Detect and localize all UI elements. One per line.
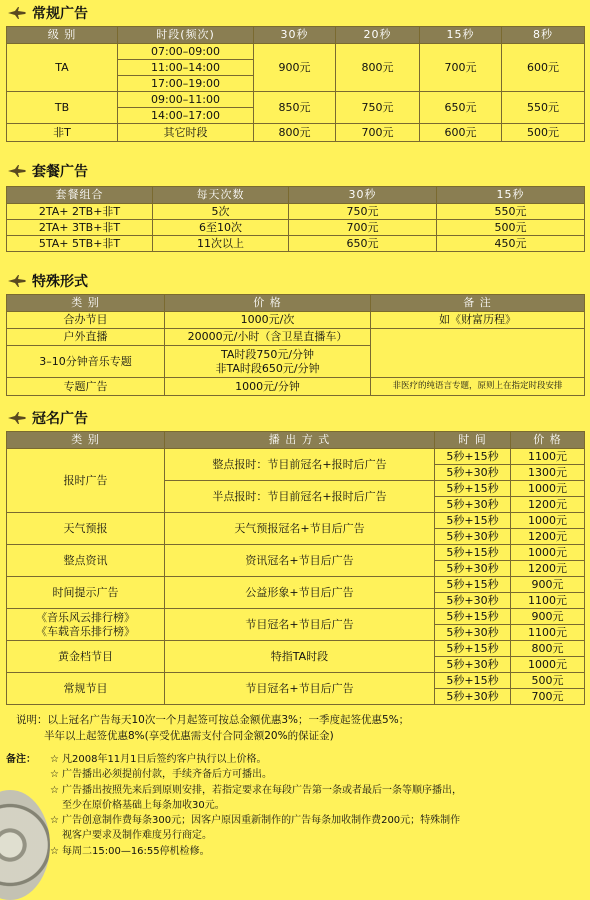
table-row bbox=[7, 44, 585, 60]
price-cell: 750元 bbox=[336, 92, 420, 124]
remark-item: ☆ 每周二15:00—16:55停机检修。 bbox=[50, 844, 566, 859]
price-cell: 550元 bbox=[437, 204, 585, 220]
time-cell: 5秒+30秒 bbox=[435, 465, 511, 481]
table-row bbox=[7, 513, 585, 529]
combo-cell: 5TA+ 5TB+非T bbox=[7, 236, 153, 252]
price-line: TA时段750元/分钟 bbox=[220, 347, 315, 361]
remark-item: ☆ 广告播出必须提前付款，手续齐备后方可播出。 bbox=[50, 767, 566, 782]
star-icon: ☆ bbox=[50, 769, 59, 781]
price-cell: 800元 bbox=[336, 44, 420, 92]
time-cell: 5秒+15秒 bbox=[435, 481, 511, 497]
remarks-block bbox=[6, 752, 566, 859]
header-cell: 播 出 方 式 bbox=[165, 432, 435, 449]
header-cell: 30秒 bbox=[254, 27, 336, 44]
table-header-row bbox=[7, 295, 585, 312]
header-cell: 30秒 bbox=[289, 187, 437, 204]
price-cell: 800元 bbox=[511, 641, 585, 657]
time-cell: 5秒+15秒 bbox=[435, 513, 511, 529]
price-cell: 500元 bbox=[437, 220, 585, 236]
time-cell: 5秒+30秒 bbox=[435, 689, 511, 705]
star-icon: ☆ bbox=[50, 754, 59, 765]
type-cell: 整点资讯 bbox=[7, 545, 165, 577]
note-cell: 非医疗的纯语言专题，原则上在指定时段安排 bbox=[371, 378, 585, 396]
price-cell: 450元 bbox=[437, 236, 585, 252]
plane-icon bbox=[8, 412, 26, 424]
time-cell: 14:00–17:00 bbox=[118, 108, 254, 124]
table-row bbox=[7, 236, 585, 252]
header-cell: 价 格 bbox=[511, 432, 585, 449]
time-cell: 5秒+15秒 bbox=[435, 609, 511, 625]
price-cell: 700元 bbox=[289, 220, 437, 236]
time-cell: 5秒+30秒 bbox=[435, 561, 511, 577]
section-title-package-ads: 套餐广告 bbox=[8, 160, 88, 182]
note-cell bbox=[371, 329, 585, 378]
discount-note-line-1: 说明：以上冠名广告每天10次一个月起签可按总金额优惠3%；一季度起签优惠5%； bbox=[16, 714, 410, 726]
time-cell: 07:00–09:00 bbox=[118, 44, 254, 60]
type-cell: 合办节目 bbox=[7, 312, 165, 329]
section-title-special-forms: 特殊形式 bbox=[8, 270, 88, 292]
price-cell: 550元 bbox=[502, 92, 585, 124]
price-cell: 1300元 bbox=[511, 465, 585, 481]
price-cell: 20000元/小时（含卫星直播车） bbox=[165, 329, 371, 346]
price-cell: 650元 bbox=[289, 236, 437, 252]
header-cell: 套餐组合 bbox=[7, 187, 153, 204]
method-cell: 节目冠名+节目后广告 bbox=[165, 673, 435, 705]
time-cell: 5秒+30秒 bbox=[435, 497, 511, 513]
time-cell: 其它时段 bbox=[118, 124, 254, 142]
type-cell: 黄金档节目 bbox=[7, 641, 165, 673]
header-cell: 级 别 bbox=[7, 27, 118, 44]
section-title-regular-ads: 常规广告 bbox=[8, 2, 88, 24]
price-cell: 1000元 bbox=[511, 481, 585, 497]
time-cell: 5秒+15秒 bbox=[435, 673, 511, 689]
level-cell: TB bbox=[7, 92, 118, 124]
method-cell: 资讯冠名+节目后广告 bbox=[165, 545, 435, 577]
header-cell: 时 间 bbox=[435, 432, 511, 449]
time-cell: 11:00–14:00 bbox=[118, 60, 254, 76]
table-row bbox=[7, 673, 585, 689]
method-cell: 整点报时：节目前冠名+报时后广告 bbox=[165, 449, 435, 481]
type-cell: 3–10分钟音乐专题 bbox=[7, 346, 165, 378]
price-cell: 1100元 bbox=[511, 449, 585, 465]
combo-cell: 2TA+ 2TB+非T bbox=[7, 204, 153, 220]
special-forms-table bbox=[6, 294, 585, 396]
type-cell: 户外直播 bbox=[7, 329, 165, 346]
section-title-title-sponsorship: 冠名广告 bbox=[8, 407, 88, 429]
table-row bbox=[7, 329, 585, 346]
type-cell bbox=[7, 609, 165, 641]
header-cell: 20秒 bbox=[336, 27, 420, 44]
price-cell: 1100元 bbox=[511, 593, 585, 609]
method-cell: 公益形象+节目后广告 bbox=[165, 577, 435, 609]
time-cell: 5秒+15秒 bbox=[435, 449, 511, 465]
table-row bbox=[7, 577, 585, 593]
time-cell: 5秒+30秒 bbox=[435, 657, 511, 673]
method-cell: 节目冠名+节目后广告 bbox=[165, 609, 435, 641]
price-cell: 700元 bbox=[336, 124, 420, 142]
price-cell: 1000元/分钟 bbox=[165, 378, 371, 396]
table-row bbox=[7, 312, 585, 329]
discount-note-line-2: 半年以上起签优惠8%(享受优惠需支付合同金额20%的保证金) bbox=[44, 730, 334, 742]
method-cell: 天气预报冠名+节目后广告 bbox=[165, 513, 435, 545]
price-cell bbox=[165, 346, 371, 378]
price-cell: 700元 bbox=[420, 44, 502, 92]
price-cell: 650元 bbox=[420, 92, 502, 124]
header-cell: 8秒 bbox=[502, 27, 585, 44]
header-cell: 15秒 bbox=[437, 187, 585, 204]
time-cell: 5秒+30秒 bbox=[435, 529, 511, 545]
table-row bbox=[7, 545, 585, 561]
price-cell: 750元 bbox=[289, 204, 437, 220]
table-header-row bbox=[7, 432, 585, 449]
price-cell: 900元 bbox=[511, 609, 585, 625]
type-cell: 时间提示广告 bbox=[7, 577, 165, 609]
price-cell: 500元 bbox=[511, 673, 585, 689]
header-cell: 备 注 bbox=[371, 295, 585, 312]
price-cell: 600元 bbox=[420, 124, 502, 142]
time-cell: 5秒+15秒 bbox=[435, 641, 511, 657]
level-cell: 非T bbox=[7, 124, 118, 142]
time-cell: 17:00–19:00 bbox=[118, 76, 254, 92]
header-cell: 类 别 bbox=[7, 432, 165, 449]
price-cell: 800元 bbox=[254, 124, 336, 142]
price-cell: 600元 bbox=[502, 44, 585, 92]
table-row bbox=[7, 641, 585, 657]
price-cell: 500元 bbox=[502, 124, 585, 142]
type-line: 《车载音乐排行榜》 bbox=[36, 624, 135, 638]
header-cell: 15秒 bbox=[420, 27, 502, 44]
price-line: 非TA时段650元/分钟 bbox=[215, 361, 320, 375]
table-header-row bbox=[7, 187, 585, 204]
header-cell: 类 别 bbox=[7, 295, 165, 312]
star-icon: ☆ bbox=[50, 784, 59, 796]
header-cell: 时段(频次) bbox=[118, 27, 254, 44]
table-row bbox=[7, 378, 585, 396]
price-cell: 1200元 bbox=[511, 561, 585, 577]
note-cell: 如《财富历程》 bbox=[371, 312, 585, 329]
time-cell: 5秒+15秒 bbox=[435, 577, 511, 593]
plane-icon bbox=[8, 275, 26, 287]
remarks-label: 备注： bbox=[6, 754, 36, 765]
table-row bbox=[7, 609, 585, 625]
title-sponsorship-table bbox=[6, 431, 585, 705]
price-cell: 700元 bbox=[511, 689, 585, 705]
table-row bbox=[7, 220, 585, 236]
price-cell: 1000元 bbox=[511, 513, 585, 529]
type-cell: 常规节目 bbox=[7, 673, 165, 705]
price-cell: 1000元 bbox=[511, 657, 585, 673]
price-cell: 1000元/次 bbox=[165, 312, 371, 329]
time-cell: 5秒+15秒 bbox=[435, 545, 511, 561]
count-cell: 5次 bbox=[153, 204, 289, 220]
remark-item: 至少在原价格基础上每条加收30元。 bbox=[62, 799, 225, 811]
type-cell: 报时广告 bbox=[7, 449, 165, 513]
price-cell: 1200元 bbox=[511, 529, 585, 545]
header-cell: 每天次数 bbox=[153, 187, 289, 204]
count-cell: 6至10次 bbox=[153, 220, 289, 236]
time-cell: 09:00–11:00 bbox=[118, 92, 254, 108]
price-cell: 900元 bbox=[254, 44, 336, 92]
price-cell: 1200元 bbox=[511, 497, 585, 513]
table-row bbox=[7, 92, 585, 108]
table-row bbox=[7, 124, 585, 142]
plane-icon bbox=[8, 165, 26, 177]
count-cell: 11次以上 bbox=[153, 236, 289, 252]
table-header-row bbox=[7, 27, 585, 44]
level-cell: TA bbox=[7, 44, 118, 92]
time-cell: 5秒+30秒 bbox=[435, 625, 511, 641]
type-cell: 天气预报 bbox=[7, 513, 165, 545]
table-row bbox=[7, 204, 585, 220]
time-cell: 5秒+30秒 bbox=[435, 593, 511, 609]
remark-item: 视客户要求及制作难度另行商定。 bbox=[62, 830, 212, 842]
header-cell: 价 格 bbox=[165, 295, 371, 312]
star-icon: ☆ bbox=[50, 845, 59, 857]
price-cell: 900元 bbox=[511, 577, 585, 593]
type-cell: 专题广告 bbox=[7, 378, 165, 396]
star-icon: ☆ bbox=[50, 815, 59, 827]
price-cell: 1100元 bbox=[511, 625, 585, 641]
remark-item: ☆ 广告创意制作费每条300元；因客户原因重新制作的广告每条加收制作费200元；特殊制作 bbox=[50, 813, 566, 828]
price-cell: 1000元 bbox=[511, 545, 585, 561]
type-line: 《音乐风云排行榜》 bbox=[36, 610, 135, 624]
table-row bbox=[7, 449, 585, 465]
combo-cell: 2TA+ 3TB+非T bbox=[7, 220, 153, 236]
plane-icon bbox=[8, 7, 26, 19]
price-cell: 850元 bbox=[254, 92, 336, 124]
package-ads-table bbox=[6, 186, 585, 252]
regular-ads-table bbox=[6, 26, 585, 142]
remark-item: ☆ 广告播出按照先来后到原则安排，若指定要求在每段广告第一条或者最后一条等顺序播出， bbox=[50, 783, 566, 798]
remark-item: ☆ 凡2008年11月1日后签约客户执行以上价格。 bbox=[50, 752, 566, 767]
method-cell: 特指TA时段 bbox=[165, 641, 435, 673]
method-cell: 半点报时：节目前冠名+报时后广告 bbox=[165, 481, 435, 513]
